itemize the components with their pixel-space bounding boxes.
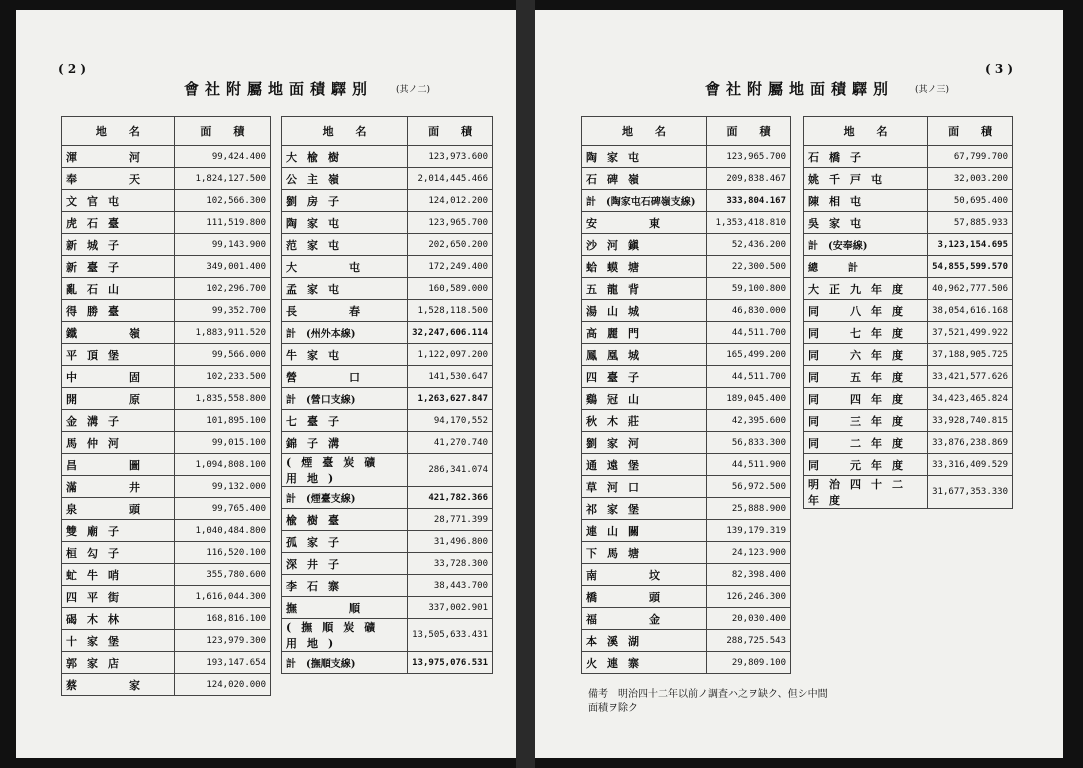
place-name: 昌 圖 [62,454,175,476]
table-row [282,531,493,553]
subtotal-label: 計 (煙臺支線) [282,487,408,509]
place-name: 鐵 嶺 [62,322,175,344]
table-row [62,410,271,432]
area-value: 189,045.400 [707,388,791,410]
table-row [804,168,1013,190]
area-value: 99,424.400 [174,146,270,168]
table-row [582,652,791,674]
area-value: 1,824,127.500 [174,168,270,190]
table-row [62,168,271,190]
place-name: 四平街 [62,586,175,608]
table-row [62,278,271,300]
place-name: 湯山城 [582,300,707,322]
area-value: 33,728.300 [408,553,493,575]
area-value: 33,316,409.529 [928,454,1013,476]
table-row [62,674,271,696]
place-name: 同 五年度 [804,366,928,388]
subtotal-label: 計 (陶家屯石碑嶺支線) [582,190,707,212]
col-place: 地 名 [62,117,175,146]
col-area: 面 積 [174,117,270,146]
area-value: 33,421,577.626 [928,366,1013,388]
place-name: 祁家堡 [582,498,707,520]
subtotal-row [804,234,1013,256]
table-row [582,520,791,542]
place-name: 蔡 家 [62,674,175,696]
area-value: 165,499.200 [707,344,791,366]
area-value: 1,616,044.300 [174,586,270,608]
place-name: (撫順炭礦用地) [282,619,408,652]
table-row [804,476,1013,509]
place-name: 桓勾子 [62,542,175,564]
place-name: 本溪湖 [582,630,707,652]
area-value: 126,246.300 [707,586,791,608]
area-value: 37,188,905.725 [928,344,1013,366]
place-name: 火連寨 [582,652,707,674]
table-row [62,454,271,476]
table-row [804,454,1013,476]
table-row [282,212,493,234]
place-name: 安 東 [582,212,707,234]
col-area: 面 積 [408,117,493,146]
table-row [582,564,791,586]
subtotal-value: 333,804.167 [707,190,791,212]
subtotal-row [282,487,493,509]
table-row [582,146,791,168]
page-number: ( 2 ) [58,62,87,76]
area-value: 1,353,418.810 [707,212,791,234]
table-row [804,388,1013,410]
table-row [62,542,271,564]
place-name: 大正九年度 [804,278,928,300]
table-row [282,454,493,487]
table-row [804,322,1013,344]
place-name: 公主嶺 [282,168,408,190]
table-row [62,344,271,366]
subtotal-row [282,322,493,344]
place-name: 孤家子 [282,531,408,553]
area-value: 1,094,808.100 [174,454,270,476]
place-name: 泉 頭 [62,498,175,520]
place-name: 草河口 [582,476,707,498]
table-row [282,256,493,278]
place-name: 深井子 [282,553,408,575]
place-name: 十家堡 [62,630,175,652]
place-name: 平頂堡 [62,344,175,366]
place-name: 同 八年度 [804,300,928,322]
place-name: 陶家屯 [282,212,408,234]
area-value: 1,835,558.800 [174,388,270,410]
table-row [282,300,493,322]
place-name: 石碑嶺 [582,168,707,190]
table-row [282,619,493,652]
area-value: 37,521,499.922 [928,322,1013,344]
place-name: 劉房子 [282,190,408,212]
table-row [582,278,791,300]
table-row [582,322,791,344]
place-name: 亂石山 [62,278,175,300]
area-value: 94,170,552 [408,410,493,432]
table-row [282,553,493,575]
place-name: 同 六年度 [804,344,928,366]
table-row [282,168,493,190]
area-value: 44,511.700 [707,366,791,388]
area-value: 38,443.700 [408,575,493,597]
area-value: 141,530.647 [408,366,493,388]
area-value: 24,123.900 [707,542,791,564]
table-row [282,575,493,597]
subtotal-value: 13,975,076.531 [408,652,493,674]
table-row [582,608,791,630]
col-area: 面 積 [928,117,1013,146]
place-name: 錦子溝 [282,432,408,454]
table-row [582,542,791,564]
right-page [535,10,1063,758]
table-row [62,366,271,388]
place-name: 開 原 [62,388,175,410]
table-row [62,586,271,608]
page-title: 會社附屬地面積驛別 [705,80,895,98]
area-value: 46,830.000 [707,300,791,322]
place-name: 文官屯 [62,190,175,212]
area-value: 168,816.100 [174,608,270,630]
place-name: 劉家河 [582,432,707,454]
place-name: 高麗門 [582,322,707,344]
table-row [62,146,271,168]
area-value: 42,395.600 [707,410,791,432]
table-row [282,597,493,619]
area-value: 99,132.000 [174,476,270,498]
area-value: 99,566.000 [174,344,270,366]
subtotal-value: 421,782.366 [408,487,493,509]
subtotal-value: 32,247,606.114 [408,322,493,344]
area-value: 193,147.654 [174,652,270,674]
place-name: 吳家屯 [804,212,928,234]
place-name: 新城子 [62,234,175,256]
subtotal-value: 1,263,627.847 [408,388,493,410]
place-name: (煙臺炭礦用地) [282,454,408,487]
place-name: 得勝臺 [62,300,175,322]
area-value: 57,885.933 [928,212,1013,234]
area-value: 25,888.900 [707,498,791,520]
area-value: 29,809.100 [707,652,791,674]
place-name: 范家屯 [282,234,408,256]
place-name: 通遠堡 [582,454,707,476]
area-value: 33,928,740.815 [928,410,1013,432]
table-row [582,300,791,322]
subtotal-value: 3,123,154.695 [928,234,1013,256]
place-name: 金溝子 [62,410,175,432]
col-place: 地 名 [582,117,707,146]
table-row [62,300,271,322]
area-value: 99,765.400 [174,498,270,520]
table-row [582,388,791,410]
area-value: 1,122,097.200 [408,344,493,366]
place-name: 同 七年度 [804,322,928,344]
place-name: 撫 順 [282,597,408,619]
area-value: 202,650.200 [408,234,493,256]
subtotal-row [282,652,493,674]
footnote: 備考 明治四十二年以前ノ調査ハ之ヲ缺ク、但シ中間面積ヲ除ク [588,689,828,714]
station-table-a [61,116,271,696]
table-row [804,366,1013,388]
area-value: 22,300.500 [707,256,791,278]
subtotal-label: 總 計 [804,256,928,278]
area-value: 102,566.300 [174,190,270,212]
place-name: 同 三年度 [804,410,928,432]
place-name: 明治四十二年度 [804,476,928,509]
place-name: 郭家店 [62,652,175,674]
table-row [282,366,493,388]
area-value: 99,352.700 [174,300,270,322]
table-row [582,432,791,454]
place-name: 同 四年度 [804,388,928,410]
area-value: 1,528,118.500 [408,300,493,322]
place-name: 七臺子 [282,410,408,432]
place-name: 沙河鎭 [582,234,707,256]
place-name: 同 二年度 [804,432,928,454]
table-row [62,322,271,344]
table-row [582,212,791,234]
area-value: 82,398.400 [707,564,791,586]
area-value: 123,979.300 [174,630,270,652]
table-row [804,344,1013,366]
place-name: 鳳凰城 [582,344,707,366]
area-value: 67,799.700 [928,146,1013,168]
place-name: 牛家屯 [282,344,408,366]
area-value: 99,015.100 [174,432,270,454]
table-row [282,278,493,300]
area-value: 40,962,777.506 [928,278,1013,300]
table-row [582,410,791,432]
area-value: 41,270.740 [408,432,493,454]
page-number: ( 3 ) [985,62,1014,76]
table-row [62,388,271,410]
page-subtitle: (其ノ二) [396,85,431,95]
place-name: 渾 河 [62,146,175,168]
table-row [62,256,271,278]
place-name: 滿 井 [62,476,175,498]
place-name: 新臺子 [62,256,175,278]
area-value: 124,020.000 [174,674,270,696]
place-name: 虎石臺 [62,212,175,234]
place-name: 五龍背 [582,278,707,300]
area-value: 52,436.200 [707,234,791,256]
area-value: 59,100.800 [707,278,791,300]
page-subtitle: (其ノ三) [915,85,950,95]
table-row [582,344,791,366]
area-value: 123,965.700 [707,146,791,168]
table-row [282,234,493,256]
table-row [582,498,791,520]
place-name: 楡樹臺 [282,509,408,531]
area-value: 101,895.100 [174,410,270,432]
area-value: 33,876,238.869 [928,432,1013,454]
area-value: 123,973.600 [408,146,493,168]
table-row [804,212,1013,234]
area-value: 160,589.000 [408,278,493,300]
area-value: 1,883,911.520 [174,322,270,344]
table-row [62,212,271,234]
table-row [582,168,791,190]
table-row [804,278,1013,300]
table-row [62,476,271,498]
place-name: 陶家屯 [582,146,707,168]
place-name: 蛤蟆塘 [582,256,707,278]
subtotal-label: 計 (安奉線) [804,234,928,256]
table-row [62,432,271,454]
area-value: 2,014,445.466 [408,168,493,190]
table-row [582,476,791,498]
place-name: 鷄冠山 [582,388,707,410]
area-value: 56,972.500 [707,476,791,498]
area-value: 13,505,633.431 [408,619,493,652]
area-value: 355,780.600 [174,564,270,586]
area-value: 139,179.319 [707,520,791,542]
place-name: 福 金 [582,608,707,630]
page-title: 會社附屬地面積驛別 [184,80,374,98]
place-name: 碣木林 [62,608,175,630]
area-value: 50,695.400 [928,190,1013,212]
table-row [62,190,271,212]
place-name: 奉 天 [62,168,175,190]
subtotal-label: 計 (撫順支線) [282,652,408,674]
subtotal-value: 54,855,599.570 [928,256,1013,278]
table-row [582,454,791,476]
table-row [62,608,271,630]
place-name: 姚千戸屯 [804,168,928,190]
col-place: 地 名 [804,117,928,146]
area-value: 38,054,616.168 [928,300,1013,322]
place-name: 大 屯 [282,256,408,278]
area-value: 32,003.200 [928,168,1013,190]
area-value: 349,001.400 [174,256,270,278]
table-row [804,410,1013,432]
area-value: 44,511.900 [707,454,791,476]
place-name: 雙廟子 [62,520,175,542]
table-row [282,509,493,531]
place-name: 李石寨 [282,575,408,597]
col-place: 地 名 [282,117,408,146]
station-table-c [581,116,791,674]
col-area: 面 積 [707,117,791,146]
place-name: 石橋子 [804,146,928,168]
table-row [804,190,1013,212]
area-value: 286,341.074 [408,454,493,487]
table-row [282,146,493,168]
place-name: 馬仲河 [62,432,175,454]
place-name: 虻牛哨 [62,564,175,586]
place-name: 陳相屯 [804,190,928,212]
table-row [582,630,791,652]
place-name: 孟家屯 [282,278,408,300]
table-row [282,190,493,212]
area-value: 44,511.700 [707,322,791,344]
table-row [62,234,271,256]
place-name: 同 元年度 [804,454,928,476]
area-value: 1,040,484.800 [174,520,270,542]
table-row [582,234,791,256]
subtotal-label: 計 (州外本線) [282,322,408,344]
place-name: 大楡樹 [282,146,408,168]
area-value: 111,519.800 [174,212,270,234]
left-page [16,10,516,758]
subtotal-row [282,388,493,410]
subtotal-label: 計 (營口支線) [282,388,408,410]
table-row [282,410,493,432]
place-name: 秋木莊 [582,410,707,432]
book-spine [516,0,535,768]
area-value: 102,296.700 [174,278,270,300]
station-table-b [281,116,493,674]
area-value: 28,771.399 [408,509,493,531]
table-row [62,652,271,674]
table-row [804,432,1013,454]
table-row [582,256,791,278]
area-value: 20,030.400 [707,608,791,630]
station-table-d [803,116,1013,509]
area-value: 56,833.300 [707,432,791,454]
table-row [282,344,493,366]
area-value: 288,725.543 [707,630,791,652]
table-row [804,300,1013,322]
table-row [582,366,791,388]
place-name: 橋 頭 [582,586,707,608]
place-name: 南 坟 [582,564,707,586]
area-value: 102,233.500 [174,366,270,388]
table-row [62,564,271,586]
place-name: 長 春 [282,300,408,322]
area-value: 31,677,353.330 [928,476,1013,509]
area-value: 337,002.901 [408,597,493,619]
table-row [62,498,271,520]
table-row [582,586,791,608]
subtotal-row [804,256,1013,278]
area-value: 124,012.200 [408,190,493,212]
place-name: 營 口 [282,366,408,388]
area-value: 116,520.100 [174,542,270,564]
area-value: 34,423,465.824 [928,388,1013,410]
area-value: 99,143.900 [174,234,270,256]
table-row [282,432,493,454]
place-name: 下馬塘 [582,542,707,564]
area-value: 172,249.400 [408,256,493,278]
area-value: 123,965.700 [408,212,493,234]
area-value: 209,838.467 [707,168,791,190]
table-row [62,520,271,542]
place-name: 連山關 [582,520,707,542]
place-name: 四臺子 [582,366,707,388]
subtotal-row [582,190,791,212]
area-value: 31,496.800 [408,531,493,553]
table-row [804,146,1013,168]
table-row [62,630,271,652]
place-name: 中 固 [62,366,175,388]
